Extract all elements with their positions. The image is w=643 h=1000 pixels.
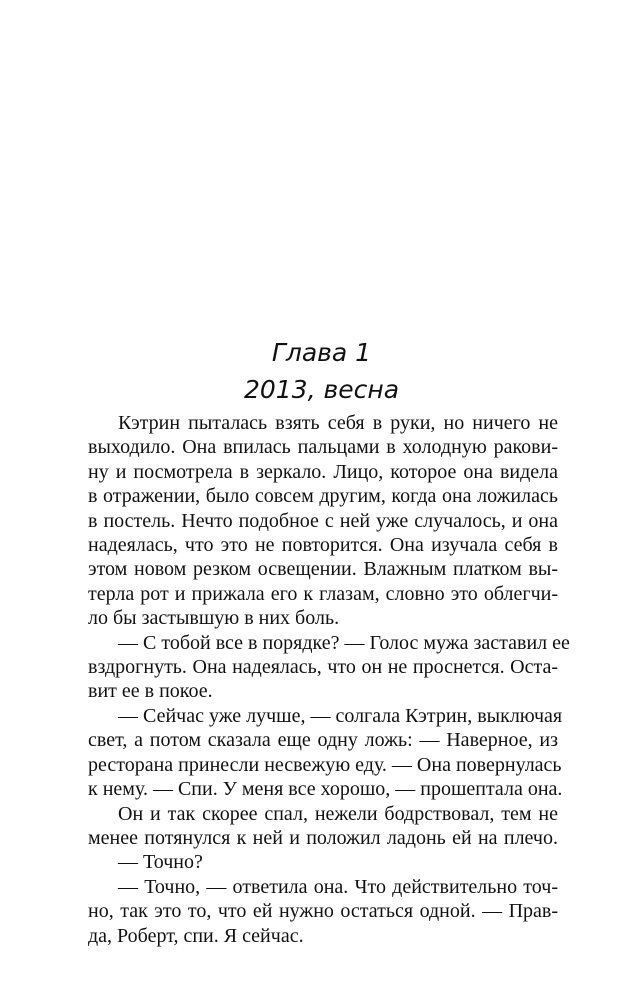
text-line: — Точно? [118, 851, 203, 874]
text-line: в постель. Нечто подобное с ней уже случалось, и она [88, 509, 558, 532]
text-line: Кэтрин пыталась взять себя в руки, но ничего не [118, 412, 558, 434]
chapter-subtitle: 2013, весна [243, 375, 400, 404]
text-line: — Точно, — ответила она. Что действительно точ- [118, 875, 558, 898]
text-line: — С тобой все в порядке? — Голос мужа заставил ее [118, 631, 570, 654]
text-line: этом новом резком освещении. Влажным платком вы- [88, 558, 558, 581]
text-line: ресторана принесли несвежую еду. — Она повернулась [88, 753, 562, 776]
text-line: в отражении, было совсем другим, когда она ложилась [88, 485, 558, 508]
text-line: вздрогнуть. Она надеялась, что он не проснется. Оста- [88, 656, 558, 679]
text-line: вит ее в покое. [88, 680, 213, 703]
text-line: менее потянулся к ней и положил ладонь ей на плечо. [88, 826, 558, 849]
text-line: к нему. — Спи. У меня все хорошо, — прошептала она. [88, 778, 563, 801]
chapter-body [88, 411, 570, 948]
text-line: выходило. Она впилась пальцами в холодную ракови- [88, 436, 558, 459]
text-line: — Сейчас уже лучше, — солгала Кэтрин, выключая [118, 704, 563, 727]
text-line: ло бы застывшую в них боль. [88, 607, 340, 630]
text-line: терла рот и прижала его к глазам, словно это облегчи- [88, 582, 558, 605]
text-line: свет, а потом сказала еще одну ложь: — Наверное, из [88, 729, 558, 752]
text-line: надеялась, что это не повторится. Она изучала себя в [88, 534, 558, 557]
text-line: но, так это то, что ей нужно остаться одной. — Прав- [88, 900, 558, 923]
chapter-title: Глава 1 [271, 338, 372, 367]
text-line: Он и так скорее спал, нежели бодрствовал, тем не [118, 802, 558, 825]
text-line: ну и посмотрела в зеркало. Лицо, которое она видела [88, 460, 558, 483]
text-line: да, Роберт, спи. Я сейчас. [88, 924, 304, 947]
